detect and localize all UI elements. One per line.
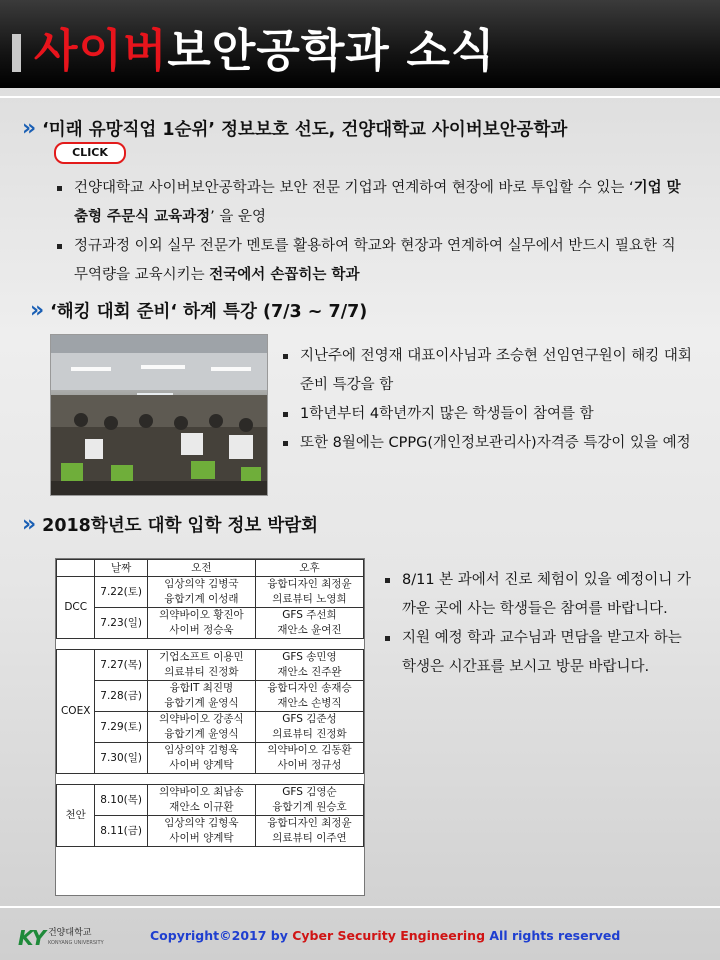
section3-heading bbox=[22, 512, 318, 537]
list-item: 지난주에 전영재 대표이사님과 조승현 선임연구원이 해킹 대회 준비 특강을 함 bbox=[282, 342, 692, 400]
table-row bbox=[57, 712, 364, 743]
venue-cell: COEX bbox=[57, 650, 95, 774]
pm-cell: GFS 김영순 융합기계 원승호 bbox=[255, 785, 363, 816]
table-row bbox=[57, 743, 364, 774]
table-header-row bbox=[57, 560, 364, 577]
page-header bbox=[0, 0, 720, 88]
am-cell: 임상의약 김형욱 사이버 양계탁 bbox=[147, 743, 255, 774]
footer-divider bbox=[0, 906, 720, 908]
section1-bullets bbox=[56, 174, 686, 290]
date-cell: 7.22(토) bbox=[95, 577, 148, 608]
section3-title: 2018학년도 대학 입학 정보 박람회 bbox=[42, 516, 319, 536]
list-item: 또한 8월에는 CPPG(개인정보관리사)자격증 특강이 있을 예정 bbox=[282, 429, 692, 458]
table-header-blank bbox=[57, 560, 95, 577]
date-cell: 8.11(금) bbox=[95, 816, 148, 847]
logo-mark: KY bbox=[18, 926, 44, 950]
pm-cell: GFS 김준성 의료뷰티 진정화 bbox=[255, 712, 363, 743]
section2-bullets bbox=[282, 342, 692, 458]
logo-text: 건양대학교 KONYANG UNIVERSITY bbox=[47, 928, 104, 946]
pm-cell: 융합디자인 송재승 재안소 손병직 bbox=[255, 681, 363, 712]
chevron-right-icon: ›› bbox=[22, 512, 33, 537]
table-header: 오후 bbox=[255, 560, 363, 577]
section3-bullets bbox=[384, 566, 696, 682]
pm-cell: 의약바이오 김동환 사이버 정규성 bbox=[255, 743, 363, 774]
date-cell: 7.29(토) bbox=[95, 712, 148, 743]
click-button[interactable]: CLICK bbox=[54, 142, 126, 164]
list-item: 8/11 본 과에서 진로 체험이 있을 예정이니 가까운 곳에 사는 학생들은 참여를 바랍니다. bbox=[384, 566, 696, 624]
header-accent-bar bbox=[12, 34, 21, 72]
pm-cell: 융합디자인 최정윤 의료뷰티 노영희 bbox=[255, 577, 363, 608]
page-title-red: 사이버 bbox=[34, 24, 168, 77]
classroom-image bbox=[51, 335, 267, 495]
pm-cell: 융합디자인 최정윤 의료뷰티 이주연 bbox=[255, 816, 363, 847]
am-cell: 임상의약 김병국 융합기계 이성래 bbox=[147, 577, 255, 608]
venue-cell: 천안 bbox=[57, 785, 95, 847]
chevron-right-icon: ›› bbox=[30, 298, 41, 323]
copyright-text: Copyright©2017 by Cyber Security Engineering All rights reserved bbox=[150, 928, 621, 943]
am-cell: 의약바이오 최남송 재안소 이규환 bbox=[147, 785, 255, 816]
date-cell: 7.28(금) bbox=[95, 681, 148, 712]
lecture-photo bbox=[50, 334, 268, 496]
table-header: 오전 bbox=[147, 560, 255, 577]
section2-heading bbox=[30, 298, 367, 323]
table-row bbox=[57, 816, 364, 847]
page-title bbox=[34, 14, 495, 79]
date-cell: 7.23(일) bbox=[95, 608, 148, 639]
table-row bbox=[57, 681, 364, 712]
table-row bbox=[57, 577, 364, 608]
list-item: 1학년부터 4학년까지 많은 학생들이 참여를 함 bbox=[282, 400, 692, 429]
am-cell: 융합IT 최진명 융합기계 윤영식 bbox=[147, 681, 255, 712]
table-row bbox=[57, 650, 364, 681]
section1-heading bbox=[22, 116, 567, 141]
am-cell: 의약바이오 황진아 사이버 정승욱 bbox=[147, 608, 255, 639]
chevron-right-icon: ›› bbox=[22, 116, 33, 141]
am-cell: 임상의약 김형욱 사이버 양계탁 bbox=[147, 816, 255, 847]
table-spacer bbox=[57, 774, 364, 785]
pm-cell: GFS 주선희 재안소 윤여진 bbox=[255, 608, 363, 639]
list-item: 지원 예정 학과 교수님과 면담을 받고자 하는 학생은 시간표를 보시고 방문 바랍니다. bbox=[384, 624, 696, 682]
date-cell: 8.10(목) bbox=[95, 785, 148, 816]
schedule-table bbox=[55, 558, 365, 896]
table-header: 날짜 bbox=[95, 560, 148, 577]
university-logo bbox=[18, 926, 104, 950]
section1-title: ‘미래 유망직업 1순위’ 정보보호 선도, 건양대학교 사이버보안공학과 bbox=[42, 120, 568, 140]
list-item: 건양대학교 사이버보안공학과는 보안 전문 기업과 연계하여 현장에 바로 투입할 수 있는 ‘기업 맞춤형 주문식 교육과정’ 을 운영 bbox=[56, 174, 686, 232]
table-row bbox=[57, 785, 364, 816]
table-spacer bbox=[57, 639, 364, 650]
top-divider bbox=[0, 96, 720, 98]
am-cell: 기업소프트 이용민 의료뷰티 진정화 bbox=[147, 650, 255, 681]
date-cell: 7.30(일) bbox=[95, 743, 148, 774]
date-cell: 7.27(목) bbox=[95, 650, 148, 681]
section2-title: ‘해킹 대회 준비‘ 하계 특강 (7/3 ~ 7/7) bbox=[50, 302, 368, 322]
venue-cell: DCC bbox=[57, 577, 95, 639]
table-row bbox=[57, 608, 364, 639]
pm-cell: GFS 송민영 재안소 진주완 bbox=[255, 650, 363, 681]
list-item: 정규과정 이외 실무 전문가 멘토를 활용하여 학교와 현장과 연계하여 실무에서 반드시 필요한 직무역량을 교육시키는 전국에서 손꼽히는 학과 bbox=[56, 232, 686, 290]
am-cell: 의약바이오 강종식 융합기계 윤영식 bbox=[147, 712, 255, 743]
page-title-white: 보안공학과 소식 bbox=[167, 24, 496, 77]
